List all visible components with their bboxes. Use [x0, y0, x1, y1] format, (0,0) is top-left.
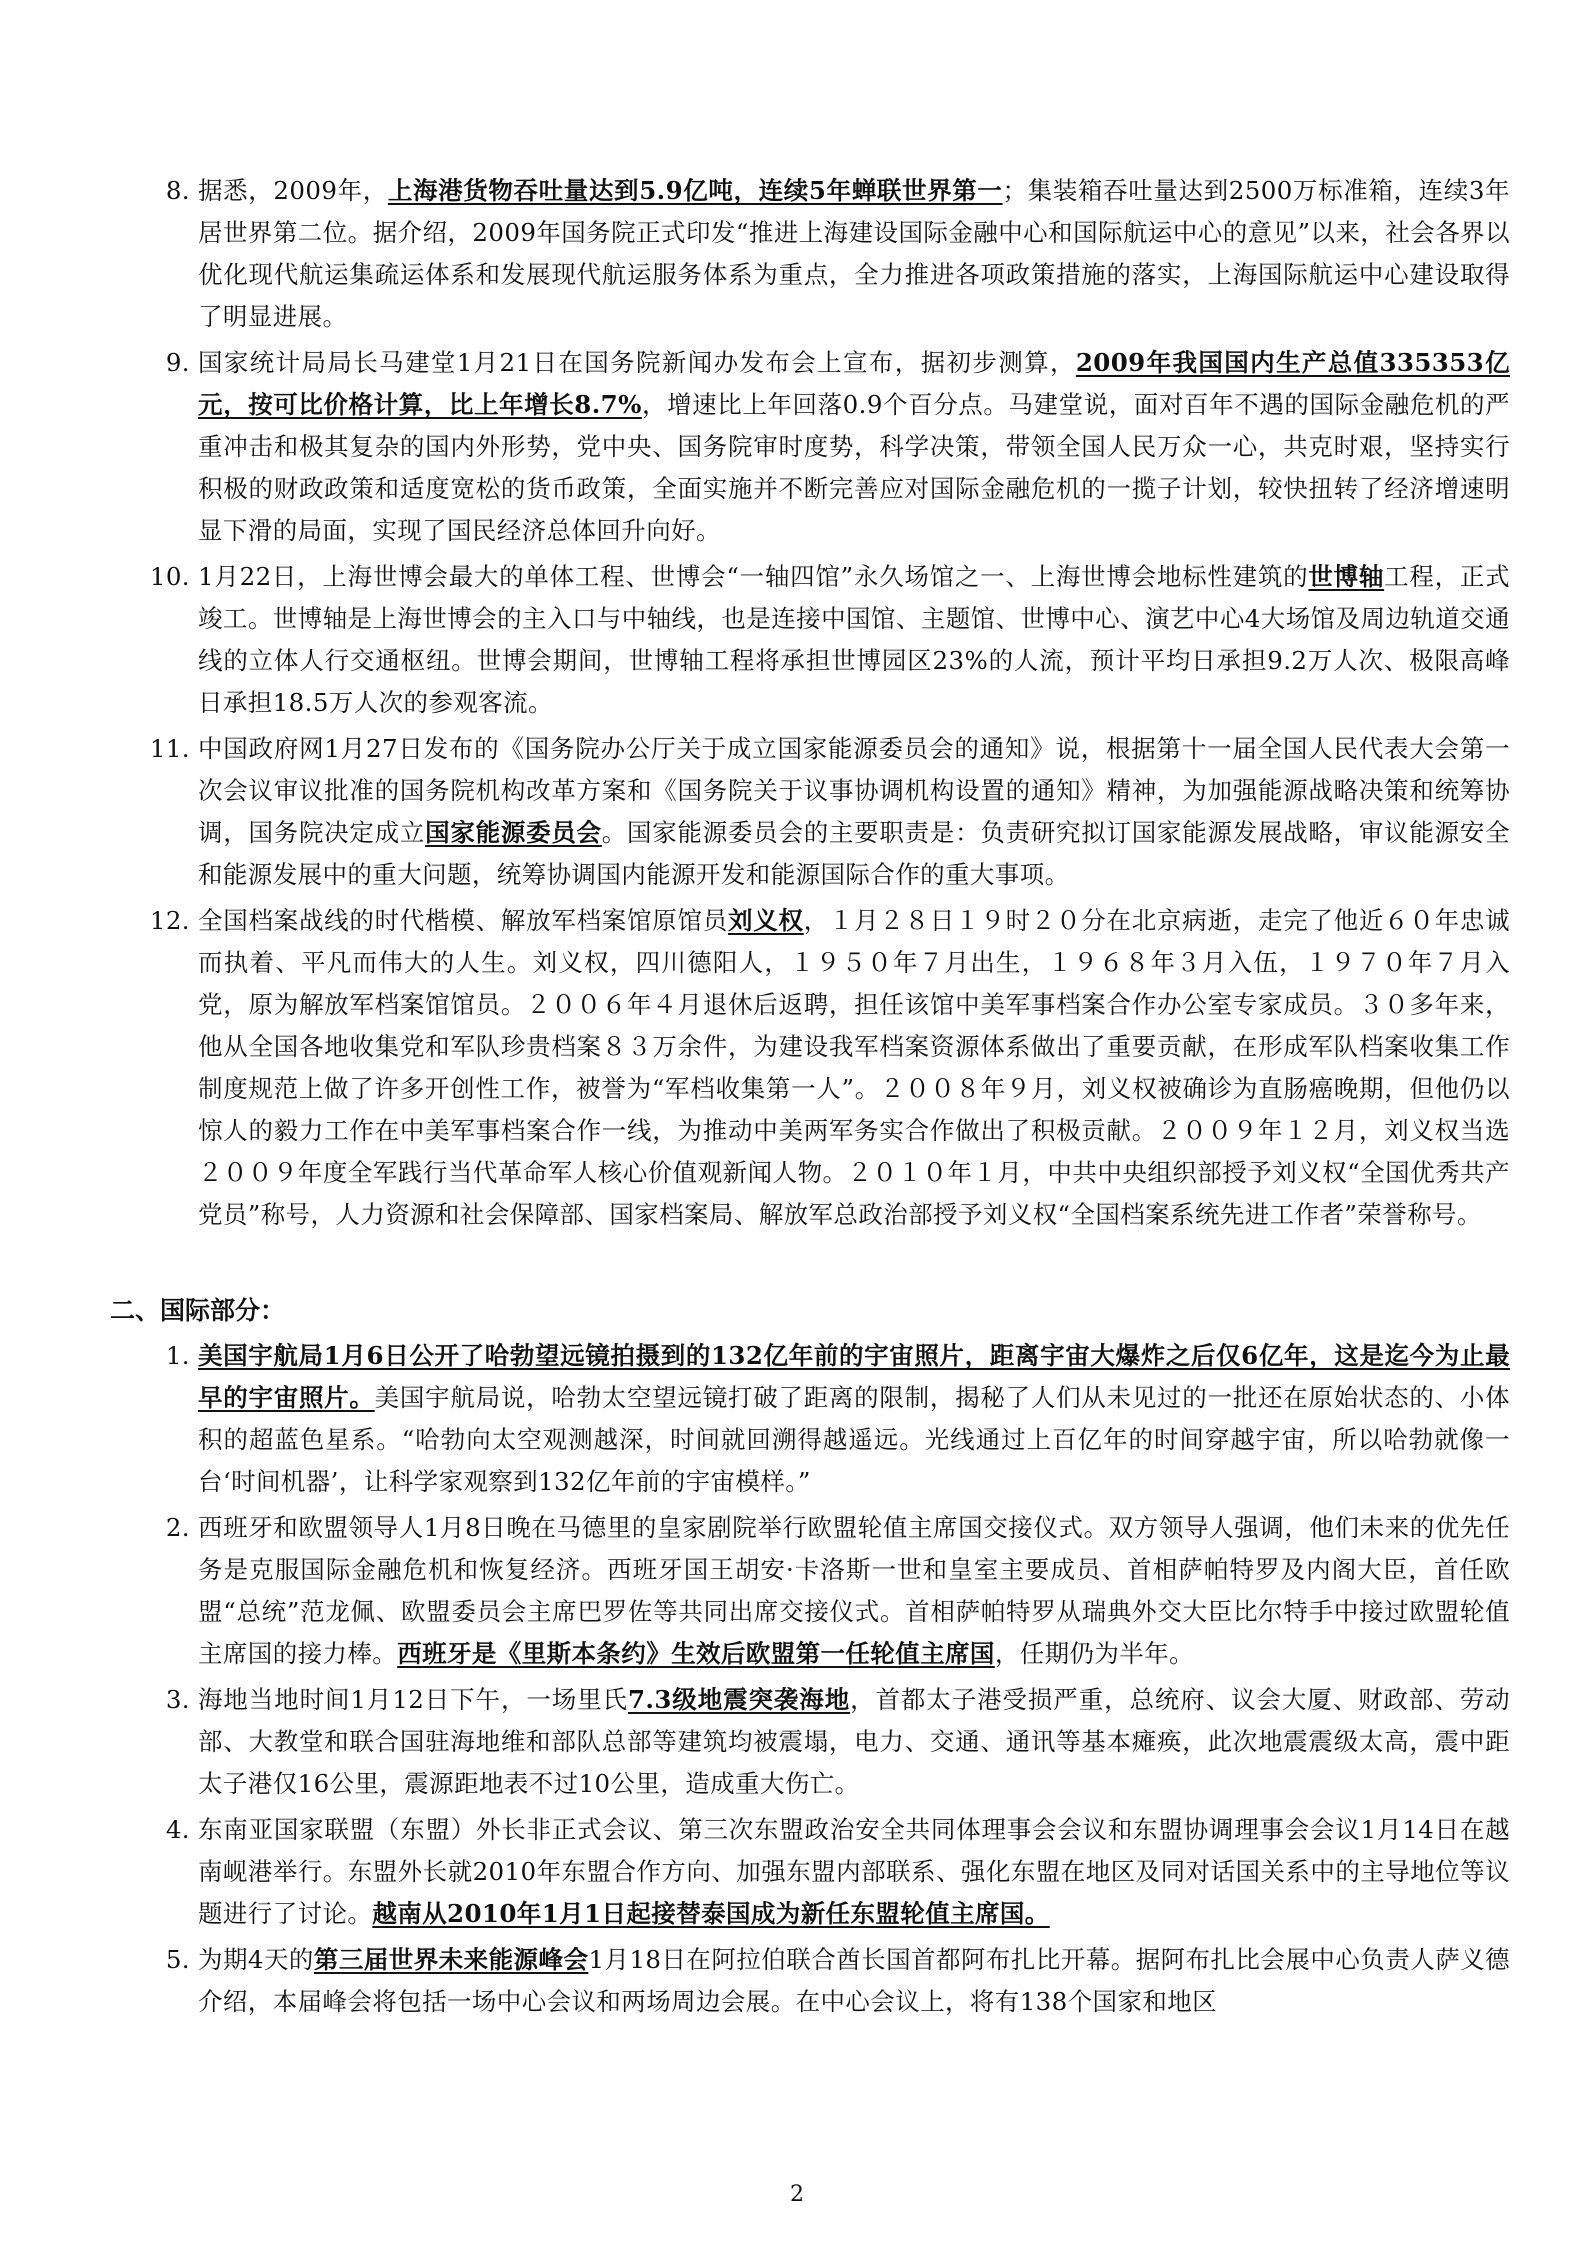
text-segment: 1月22日，上海世博会最大的单体工程、世博会“一轴四馆”永久场馆之一、上海世博会地标性建筑的 [198, 562, 1309, 591]
item-text [198, 1939, 1510, 2023]
news-item [110, 1809, 1510, 1935]
news-item [110, 1335, 1510, 1503]
item-text [198, 170, 1510, 338]
news-item [110, 342, 1510, 552]
item-text [198, 1335, 1510, 1503]
text-segment: 中国政府网1月27日发布的《国务院办公厅关于成立国家能源委员会的通知》说，根据第十一届全国人民代表大会第一次会议审议批准的国务院机构改革方案和《国务院关于议事协调机构设置的通知》精神，为加强能源战略决策和统筹协调，国务院决定成立 [198, 734, 1510, 847]
news-item [110, 900, 1510, 1236]
item-number: 5. [165, 1945, 190, 1974]
text-segment: 。国家能源委员会的主要职责是：负责研究拟订国家能源发展战略，审议能源安全和能源发展中的重大问题，统筹协调国内能源开发和能源国际合作的重大事项。 [198, 818, 1510, 889]
item-number: 10. [149, 562, 190, 591]
news-item [110, 170, 1510, 338]
text-segment: 东南亚国家联盟（东盟）外长非正式会议、第三次东盟政治安全共同体理事会会议和东盟协调理事会会议1月14日在越南岘港举行。东盟外长就2010年东盟合作方向、加强东盟内部联系、强化东盟在地区及同对话国关系中的主导地位等议题进行了讨论。 [198, 1815, 1510, 1928]
news-item [110, 1679, 1510, 1805]
highlighted-text: 国家能源委员会 [425, 818, 602, 847]
text-segment: ，首都太子港受损严重，总统府、议会大厦、财政部、劳动部、大教堂和联合国驻海地维和部队总部等建筑均被震塌，电力、交通、通讯等基本瘫痪，此次地震震级太高，震中距太子港仅16公里，震源距地表不过10公里，造成重大伤亡。 [198, 1685, 1510, 1798]
page-number: 2 [790, 2182, 804, 2207]
text-segment: 工程，正式竣工。世博轴是上海世博会的主入口与中轴线，也是连接中国馆、主题馆、世博中心、演艺中心4大场馆及周边轨道交通线的立体人行交通枢纽。世博会期间，世博轴工程将承担世博园区23%的人流，预计平均日承担9.2万人次、极限高峰日承担18.5万人次的参观客流。 [198, 562, 1510, 717]
domestic-news-list [110, 170, 1510, 1240]
highlighted-text: 刘义权 [727, 906, 804, 935]
text-segment: 国家统计局局长马建堂1月21日在国务院新闻办发布会上宣布，据初步测算， [198, 348, 1076, 377]
news-item [110, 728, 1510, 896]
item-number: 2. [165, 1513, 190, 1542]
highlighted-text: 美国宇航局1月6日公开了哈勃望远镜拍摄到的132亿年前的宇宙照片，距离宇宙大爆炸之后仅6亿年，这是迄今为止最早的宇宙照片。 [198, 1341, 1510, 1412]
item-text [198, 1679, 1510, 1805]
news-item [110, 1939, 1510, 2023]
text-segment: ；集装箱吞吐量达到2500万标准箱，连续3年居世界第二位。据介绍，2009年国务院正式印发“推进上海建设国际金融中心和国际航运中心的意见”以来，社会各界以优化现代航运集疏运体系和发展现代航运服务体系为重点，全力推进各项政策措施的落实，上海国际航运中心建设取得了明显进展。 [198, 176, 1510, 331]
item-number: 8. [165, 176, 190, 205]
section-heading-international: 二、国际部分： [110, 1296, 286, 1325]
item-number: 9. [165, 348, 190, 377]
item-number: 1. [165, 1341, 190, 1370]
text-segment: 1月18日在阿拉伯联合酋长国首都阿布扎比开幕。据阿布扎比会展中心负责人萨义德介绍，本届峰会将包括一场中心会议和两场周边会展。在中心会议上，将有138个国家和地区 [198, 1945, 1510, 2016]
text-segment: 美国宇航局说，哈勃太空望远镜打破了距离的限制，揭秘了人们从未见过的一批还在原始状态的、小体积的超蓝色星系。“哈勃向太空观测越深，时间就回溯得越遥远。光线通过上百亿年的时间穿越宇宙，所以哈勃就像一台‘时间机器’，让科学家观察到132亿年前的宇宙模样。” [198, 1383, 1510, 1496]
international-news-list [110, 1335, 1510, 2027]
item-number: 3. [165, 1685, 190, 1714]
item-text [198, 1809, 1510, 1935]
item-text [198, 556, 1510, 724]
item-text [198, 900, 1510, 1236]
text-segment: ，１月２８日１９时２０分在北京病逝，走完了他近６０年忠诚而执着、平凡而伟大的人生。刘义权，四川德阳人，１９５０年７月出生，１９６８年３月入伍，１９７０年７月入党，原为解放军档案馆馆员。２００６年４月退休后返聘，担任该馆中美军事档案合作办公室专家成员。３０多年来，他从全国各地收集党和军队珍贵档案８３万余件，为建设我军档案资源体系做出了重要贡献，在形成军队档案收集工作制度规范上做了许多开创性工作，被誉为“军档收集第一人”。２００８年９月，刘义权被确诊为直肠癌晚期，但他仍以惊人的毅力工作在中美军事档案合作一线，为推动中美两军务实合作做出了积极贡献。２００９年１２月，刘义权当选２００９年度全军践行当代革命军人核心价值观新闻人物。２０１０年１月，中共中央组织部授予刘义权“全国优秀共产党员”称号，人力资源和社会保障部、国家档案局、解放军总政治部授予刘义权“全国档案系统先进工作者”荣誉称号。 [198, 906, 1510, 1229]
highlighted-text: 西班牙是《里斯本条约》生效后欧盟第一任轮值主席国 [397, 1639, 995, 1668]
text-segment: 为期4天的 [198, 1945, 314, 1974]
highlighted-text: 第三届世界未来能源峰会 [313, 1945, 589, 1974]
text-segment: ，增速比上年回落0.9个百分点。马建堂说，面对百年不遇的国际金融危机的严重冲击和极其复杂的国内外形势，党中央、国务院审时度势，科学决策，带领全国人民万众一心，共克时艰，坚持实行积极的财政政策和适度宽松的货币政策，全面实施并不断完善应对国际金融危机的一揽子计划，较快扭转了经济增速明显下滑的局面，实现了国民经济总体回升向好。 [198, 390, 1510, 545]
highlighted-text: 2009年我国国内生产总值335353亿元，按可比价格计算，比上年增长8.7% [198, 348, 1510, 419]
item-text [198, 1507, 1510, 1675]
highlighted-text: 7.3级地震突袭海地 [627, 1685, 851, 1714]
item-number: 12. [149, 906, 190, 935]
text-segment: ，任期仍为半年。 [994, 1639, 1195, 1668]
highlighted-text: 越南从2010年1月1日起接替泰国成为新任东盟轮值主席国。 [372, 1899, 1050, 1928]
highlighted-text: 世博轴 [1308, 562, 1385, 591]
text-segment: 西班牙和欧盟领导人1月8日晚在马德里的皇家剧院举行欧盟轮值主席国交接仪式。双方领导人强调，他们未来的优先任务是克服国际金融危机和恢复经济。西班牙国王胡安·卡洛斯一世和皇室主要成员、首相萨帕特罗及内阁大臣，首任欧盟“总统”范龙佩、欧盟委员会主席巴罗佐等共同出席交接仪式。首相萨帕特罗从瑞典外交大臣比尔特手中接过欧盟轮值主席国的接力棒。 [198, 1513, 1510, 1668]
news-item [110, 556, 1510, 724]
news-item [110, 1507, 1510, 1675]
item-text [198, 342, 1510, 552]
text-segment: 海地当地时间1月12日下午，一场里氏 [198, 1685, 628, 1714]
item-number: 4. [165, 1815, 190, 1844]
highlighted-text: 上海港货物吞吐量达到5.9亿吨，连续5年蝉联世界第一 [387, 176, 1003, 205]
item-number: 11. [149, 734, 190, 763]
item-text [198, 728, 1510, 896]
text-segment: 全国档案战线的时代楷模、解放军档案馆原馆员 [198, 906, 728, 935]
text-segment: 据悉，2009年， [198, 176, 388, 205]
